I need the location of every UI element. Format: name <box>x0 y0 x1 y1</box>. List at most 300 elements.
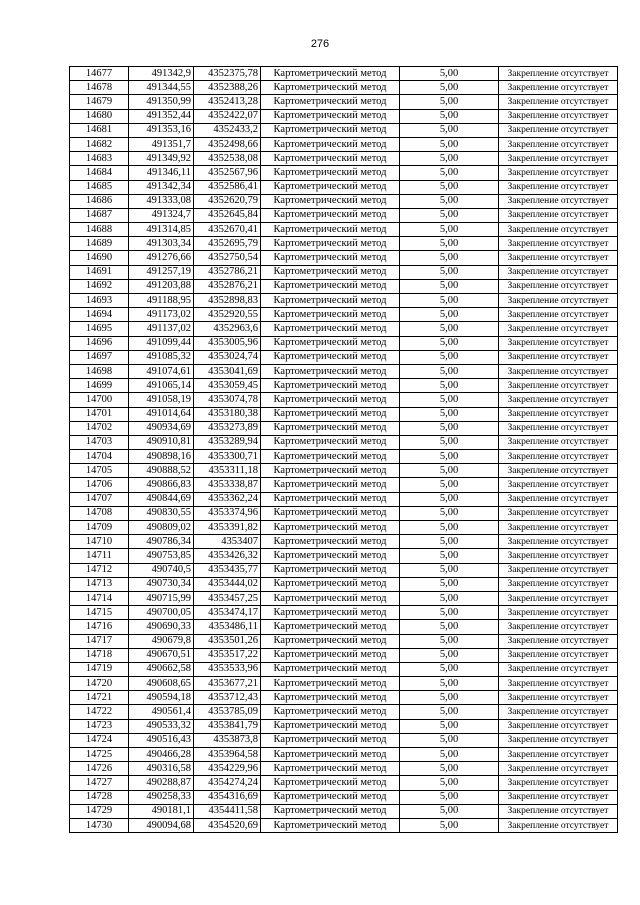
fixation-cell: Закрепление отсутствует <box>499 691 618 705</box>
accuracy-cell: 5,00 <box>400 733 499 747</box>
table-row <box>70 194 618 208</box>
y-coordinate-cell: 4352620,79 <box>194 194 261 208</box>
point-number-cell: 14725 <box>70 748 129 762</box>
method-cell: Картометрический метод <box>261 492 400 506</box>
point-number-cell: 14728 <box>70 790 129 804</box>
table-row <box>70 152 618 166</box>
table-row <box>70 818 618 832</box>
table-row <box>70 733 618 747</box>
method-cell: Картометрический метод <box>261 591 400 605</box>
accuracy-cell: 5,00 <box>400 180 499 194</box>
y-coordinate-cell: 4352670,41 <box>194 223 261 237</box>
fixation-cell: Закрепление отсутствует <box>499 804 618 818</box>
y-coordinate-cell: 4353074,78 <box>194 393 261 407</box>
x-coordinate-cell: 491074,61 <box>129 364 194 378</box>
y-coordinate-cell: 4353964,58 <box>194 748 261 762</box>
fixation-cell: Закрепление отсутствует <box>499 464 618 478</box>
accuracy-cell: 5,00 <box>400 95 499 109</box>
fixation-cell: Закрепление отсутствует <box>499 208 618 222</box>
fixation-cell: Закрепление отсутствует <box>499 251 618 265</box>
accuracy-cell: 5,00 <box>400 137 499 151</box>
y-coordinate-cell: 4352898,83 <box>194 294 261 308</box>
table-row <box>70 804 618 818</box>
table-row <box>70 237 618 251</box>
x-coordinate-cell: 490866,83 <box>129 478 194 492</box>
point-number-cell: 14714 <box>70 591 129 605</box>
method-cell: Картометрический метод <box>261 123 400 137</box>
point-number-cell: 14717 <box>70 634 129 648</box>
y-coordinate-cell: 4352375,78 <box>194 67 261 81</box>
x-coordinate-cell: 490786,34 <box>129 535 194 549</box>
table-row <box>70 393 618 407</box>
point-number-cell: 14712 <box>70 563 129 577</box>
page-number: 276 <box>310 38 330 50</box>
point-number-cell: 14713 <box>70 577 129 591</box>
x-coordinate-cell: 490690,33 <box>129 620 194 634</box>
fixation-cell: Закрепление отсутствует <box>499 294 618 308</box>
y-coordinate-cell: 4353474,17 <box>194 606 261 620</box>
x-coordinate-cell: 491303,34 <box>129 237 194 251</box>
table-row <box>70 279 618 293</box>
accuracy-cell: 5,00 <box>400 762 499 776</box>
y-coordinate-cell: 4353311,18 <box>194 464 261 478</box>
x-coordinate-cell: 491188,95 <box>129 294 194 308</box>
x-coordinate-cell: 491257,19 <box>129 265 194 279</box>
fixation-cell: Закрепление отсутствует <box>499 535 618 549</box>
fixation-cell: Закрепление отсутствует <box>499 634 618 648</box>
method-cell: Картометрический метод <box>261 818 400 832</box>
y-coordinate-cell: 4353024,74 <box>194 350 261 364</box>
point-number-cell: 14684 <box>70 166 129 180</box>
x-coordinate-cell: 491137,02 <box>129 322 194 336</box>
point-number-cell: 14707 <box>70 492 129 506</box>
y-coordinate-cell: 4352750,54 <box>194 251 261 265</box>
x-coordinate-cell: 490679,8 <box>129 634 194 648</box>
accuracy-cell: 5,00 <box>400 364 499 378</box>
fixation-cell: Закрепление отсутствует <box>499 421 618 435</box>
y-coordinate-cell: 4354316,69 <box>194 790 261 804</box>
table-row <box>70 478 618 492</box>
accuracy-cell: 5,00 <box>400 152 499 166</box>
table-row <box>70 308 618 322</box>
method-cell: Картометрический метод <box>261 180 400 194</box>
fixation-cell: Закрепление отсутствует <box>499 435 618 449</box>
x-coordinate-cell: 491352,44 <box>129 109 194 123</box>
x-coordinate-cell: 491065,14 <box>129 379 194 393</box>
y-coordinate-cell: 4352388,26 <box>194 81 261 95</box>
fixation-cell: Закрепление отсутствует <box>499 279 618 293</box>
table-row <box>70 577 618 591</box>
table-row <box>70 137 618 151</box>
x-coordinate-cell: 491173,02 <box>129 308 194 322</box>
table-row <box>70 379 618 393</box>
accuracy-cell: 5,00 <box>400 308 499 322</box>
accuracy-cell: 5,00 <box>400 464 499 478</box>
y-coordinate-cell: 4353273,89 <box>194 421 261 435</box>
fixation-cell: Закрепление отсутствует <box>499 776 618 790</box>
accuracy-cell: 5,00 <box>400 648 499 662</box>
table-row <box>70 251 618 265</box>
point-number-cell: 14694 <box>70 308 129 322</box>
point-number-cell: 14704 <box>70 450 129 464</box>
x-coordinate-cell: 490753,85 <box>129 549 194 563</box>
accuracy-cell: 5,00 <box>400 677 499 691</box>
fixation-cell: Закрепление отсутствует <box>499 662 618 676</box>
fixation-cell: Закрепление отсутствует <box>499 748 618 762</box>
fixation-cell: Закрепление отсутствует <box>499 719 618 733</box>
point-number-cell: 14693 <box>70 294 129 308</box>
method-cell: Картометрический метод <box>261 804 400 818</box>
table-row <box>70 705 618 719</box>
accuracy-cell: 5,00 <box>400 67 499 81</box>
point-number-cell: 14705 <box>70 464 129 478</box>
y-coordinate-cell: 4353873,8 <box>194 733 261 747</box>
point-number-cell: 14680 <box>70 109 129 123</box>
point-number-cell: 14718 <box>70 648 129 662</box>
x-coordinate-cell: 490715,99 <box>129 591 194 605</box>
x-coordinate-cell: 491349,92 <box>129 152 194 166</box>
fixation-cell: Закрепление отсутствует <box>499 308 618 322</box>
point-number-cell: 14723 <box>70 719 129 733</box>
y-coordinate-cell: 4352413,28 <box>194 95 261 109</box>
x-coordinate-cell: 491014,64 <box>129 407 194 421</box>
accuracy-cell: 5,00 <box>400 294 499 308</box>
y-coordinate-cell: 4353435,77 <box>194 563 261 577</box>
accuracy-cell: 5,00 <box>400 804 499 818</box>
method-cell: Картометрический метод <box>261 308 400 322</box>
fixation-cell: Закрепление отсутствует <box>499 364 618 378</box>
point-number-cell: 14682 <box>70 137 129 151</box>
table-row <box>70 166 618 180</box>
x-coordinate-cell: 490594,18 <box>129 691 194 705</box>
accuracy-cell: 5,00 <box>400 450 499 464</box>
x-coordinate-cell: 491351,7 <box>129 137 194 151</box>
x-coordinate-cell: 490258,33 <box>129 790 194 804</box>
table-row <box>70 762 618 776</box>
y-coordinate-cell: 4353300,71 <box>194 450 261 464</box>
accuracy-cell: 5,00 <box>400 662 499 676</box>
point-number-cell: 14692 <box>70 279 129 293</box>
method-cell: Картометрический метод <box>261 776 400 790</box>
accuracy-cell: 5,00 <box>400 435 499 449</box>
x-coordinate-cell: 491346,11 <box>129 166 194 180</box>
fixation-cell: Закрепление отсутствует <box>499 223 618 237</box>
x-coordinate-cell: 490466,28 <box>129 748 194 762</box>
y-coordinate-cell: 4353712,43 <box>194 691 261 705</box>
accuracy-cell: 5,00 <box>400 407 499 421</box>
method-cell: Картометрический метод <box>261 450 400 464</box>
accuracy-cell: 5,00 <box>400 506 499 520</box>
accuracy-cell: 5,00 <box>400 223 499 237</box>
y-coordinate-cell: 4353533,96 <box>194 662 261 676</box>
y-coordinate-cell: 4352695,79 <box>194 237 261 251</box>
method-cell: Картометрический метод <box>261 421 400 435</box>
method-cell: Картометрический метод <box>261 81 400 95</box>
point-number-cell: 14709 <box>70 521 129 535</box>
point-number-cell: 14696 <box>70 336 129 350</box>
accuracy-cell: 5,00 <box>400 123 499 137</box>
accuracy-cell: 5,00 <box>400 393 499 407</box>
accuracy-cell: 5,00 <box>400 251 499 265</box>
method-cell: Картометрический метод <box>261 407 400 421</box>
fixation-cell: Закрепление отсутствует <box>499 577 618 591</box>
x-coordinate-cell: 490844,69 <box>129 492 194 506</box>
x-coordinate-cell: 491324,7 <box>129 208 194 222</box>
y-coordinate-cell: 4353426,32 <box>194 549 261 563</box>
table-row <box>70 634 618 648</box>
table-row <box>70 336 618 350</box>
table-row <box>70 123 618 137</box>
point-number-cell: 14679 <box>70 95 129 109</box>
point-number-cell: 14706 <box>70 478 129 492</box>
method-cell: Картометрический метод <box>261 549 400 563</box>
accuracy-cell: 5,00 <box>400 535 499 549</box>
fixation-cell: Закрепление отсутствует <box>499 733 618 747</box>
fixation-cell: Закрепление отсутствует <box>499 492 618 506</box>
point-number-cell: 14715 <box>70 606 129 620</box>
accuracy-cell: 5,00 <box>400 478 499 492</box>
x-coordinate-cell: 491333,08 <box>129 194 194 208</box>
point-number-cell: 14719 <box>70 662 129 676</box>
x-coordinate-cell: 490934,69 <box>129 421 194 435</box>
method-cell: Картометрический метод <box>261 563 400 577</box>
accuracy-cell: 5,00 <box>400 237 499 251</box>
y-coordinate-cell: 4354274,24 <box>194 776 261 790</box>
fixation-cell: Закрепление отсутствует <box>499 478 618 492</box>
y-coordinate-cell: 4352422,07 <box>194 109 261 123</box>
x-coordinate-cell: 491314,85 <box>129 223 194 237</box>
y-coordinate-cell: 4353501,26 <box>194 634 261 648</box>
fixation-cell: Закрепление отсутствует <box>499 393 618 407</box>
fixation-cell: Закрепление отсутствует <box>499 109 618 123</box>
fixation-cell: Закрепление отсутствует <box>499 166 618 180</box>
method-cell: Картометрический метод <box>261 535 400 549</box>
y-coordinate-cell: 4353041,69 <box>194 364 261 378</box>
y-coordinate-cell: 4353841,79 <box>194 719 261 733</box>
fixation-cell: Закрепление отсутствует <box>499 123 618 137</box>
fixation-cell: Закрепление отсутствует <box>499 194 618 208</box>
method-cell: Картометрический метод <box>261 620 400 634</box>
accuracy-cell: 5,00 <box>400 705 499 719</box>
accuracy-cell: 5,00 <box>400 265 499 279</box>
table-row <box>70 563 618 577</box>
x-coordinate-cell: 491058,19 <box>129 393 194 407</box>
y-coordinate-cell: 4353391,82 <box>194 521 261 535</box>
table-row <box>70 67 618 81</box>
method-cell: Картометрический метод <box>261 379 400 393</box>
x-coordinate-cell: 490662,58 <box>129 662 194 676</box>
fixation-cell: Закрепление отсутствует <box>499 521 618 535</box>
fixation-cell: Закрепление отсутствует <box>499 648 618 662</box>
point-number-cell: 14678 <box>70 81 129 95</box>
fixation-cell: Закрепление отсутствует <box>499 591 618 605</box>
fixation-cell: Закрепление отсутствует <box>499 67 618 81</box>
method-cell: Картометрический метод <box>261 733 400 747</box>
method-cell: Картометрический метод <box>261 294 400 308</box>
table-row <box>70 294 618 308</box>
fixation-cell: Закрепление отсутствует <box>499 606 618 620</box>
method-cell: Картометрический метод <box>261 464 400 478</box>
accuracy-cell: 5,00 <box>400 606 499 620</box>
table-row <box>70 549 618 563</box>
table-row <box>70 691 618 705</box>
method-cell: Картометрический метод <box>261 748 400 762</box>
method-cell: Картометрический метод <box>261 364 400 378</box>
x-coordinate-cell: 491344,55 <box>129 81 194 95</box>
point-number-cell: 14677 <box>70 67 129 81</box>
point-number-cell: 14730 <box>70 818 129 832</box>
y-coordinate-cell: 4353457,25 <box>194 591 261 605</box>
accuracy-cell: 5,00 <box>400 166 499 180</box>
x-coordinate-cell: 490830,55 <box>129 506 194 520</box>
table-row <box>70 719 618 733</box>
point-number-cell: 14688 <box>70 223 129 237</box>
y-coordinate-cell: 4354229,96 <box>194 762 261 776</box>
fixation-cell: Закрепление отсутствует <box>499 81 618 95</box>
x-coordinate-cell: 490700,05 <box>129 606 194 620</box>
accuracy-cell: 5,00 <box>400 279 499 293</box>
method-cell: Картометрический метод <box>261 95 400 109</box>
point-number-cell: 14691 <box>70 265 129 279</box>
y-coordinate-cell: 4353517,22 <box>194 648 261 662</box>
accuracy-cell: 5,00 <box>400 336 499 350</box>
method-cell: Картометрический метод <box>261 237 400 251</box>
y-coordinate-cell: 4353338,87 <box>194 478 261 492</box>
point-number-cell: 14701 <box>70 407 129 421</box>
point-number-cell: 14700 <box>70 393 129 407</box>
x-coordinate-cell: 490730,34 <box>129 577 194 591</box>
accuracy-cell: 5,00 <box>400 563 499 577</box>
accuracy-cell: 5,00 <box>400 719 499 733</box>
y-coordinate-cell: 4352586,41 <box>194 180 261 194</box>
method-cell: Картометрический метод <box>261 691 400 705</box>
accuracy-cell: 5,00 <box>400 421 499 435</box>
point-number-cell: 14703 <box>70 435 129 449</box>
table-row <box>70 790 618 804</box>
y-coordinate-cell: 4353059,45 <box>194 379 261 393</box>
method-cell: Картометрический метод <box>261 350 400 364</box>
point-number-cell: 14697 <box>70 350 129 364</box>
accuracy-cell: 5,00 <box>400 350 499 364</box>
method-cell: Картометрический метод <box>261 137 400 151</box>
y-coordinate-cell: 4352498,66 <box>194 137 261 151</box>
fixation-cell: Закрепление отсутствует <box>499 379 618 393</box>
method-cell: Картометрический метод <box>261 506 400 520</box>
table-row <box>70 407 618 421</box>
table-row <box>70 620 618 634</box>
x-coordinate-cell: 490910,81 <box>129 435 194 449</box>
accuracy-cell: 5,00 <box>400 818 499 832</box>
fixation-cell: Закрепление отсутствует <box>499 506 618 520</box>
x-coordinate-cell: 490608,65 <box>129 677 194 691</box>
table-row <box>70 591 618 605</box>
method-cell: Картометрический метод <box>261 194 400 208</box>
method-cell: Картометрический метод <box>261 762 400 776</box>
accuracy-cell: 5,00 <box>400 492 499 506</box>
y-coordinate-cell: 4352920,55 <box>194 308 261 322</box>
x-coordinate-cell: 491276,66 <box>129 251 194 265</box>
y-coordinate-cell: 4352567,96 <box>194 166 261 180</box>
method-cell: Картометрический метод <box>261 265 400 279</box>
fixation-cell: Закрепление отсутствует <box>499 322 618 336</box>
fixation-cell: Закрепление отсутствует <box>499 350 618 364</box>
method-cell: Картометрический метод <box>261 705 400 719</box>
method-cell: Картометрический метод <box>261 393 400 407</box>
point-number-cell: 14722 <box>70 705 129 719</box>
fixation-cell: Закрепление отсутствует <box>499 818 618 832</box>
table-row <box>70 350 618 364</box>
y-coordinate-cell: 4352963,6 <box>194 322 261 336</box>
method-cell: Картометрический метод <box>261 662 400 676</box>
point-number-cell: 14720 <box>70 677 129 691</box>
x-coordinate-cell: 490740,5 <box>129 563 194 577</box>
method-cell: Картометрический метод <box>261 606 400 620</box>
x-coordinate-cell: 490094,68 <box>129 818 194 832</box>
accuracy-cell: 5,00 <box>400 208 499 222</box>
x-coordinate-cell: 490561,4 <box>129 705 194 719</box>
fixation-cell: Закрепление отсутствует <box>499 95 618 109</box>
x-coordinate-cell: 490670,51 <box>129 648 194 662</box>
y-coordinate-cell: 4354520,69 <box>194 818 261 832</box>
y-coordinate-cell: 4352786,21 <box>194 265 261 279</box>
point-number-cell: 14702 <box>70 421 129 435</box>
point-number-cell: 14695 <box>70 322 129 336</box>
point-number-cell: 14698 <box>70 364 129 378</box>
table-row <box>70 109 618 123</box>
y-coordinate-cell: 4352538,08 <box>194 152 261 166</box>
table-row <box>70 521 618 535</box>
method-cell: Картометрический метод <box>261 719 400 733</box>
method-cell: Картометрический метод <box>261 521 400 535</box>
table-row <box>70 776 618 790</box>
accuracy-cell: 5,00 <box>400 81 499 95</box>
x-coordinate-cell: 490288,87 <box>129 776 194 790</box>
accuracy-cell: 5,00 <box>400 194 499 208</box>
accuracy-cell: 5,00 <box>400 634 499 648</box>
y-coordinate-cell: 4353444,02 <box>194 577 261 591</box>
table-row <box>70 464 618 478</box>
fixation-cell: Закрепление отсутствует <box>499 450 618 464</box>
accuracy-cell: 5,00 <box>400 748 499 762</box>
fixation-cell: Закрепление отсутствует <box>499 407 618 421</box>
x-coordinate-cell: 490533,32 <box>129 719 194 733</box>
method-cell: Картометрический метод <box>261 648 400 662</box>
method-cell: Картометрический метод <box>261 478 400 492</box>
method-cell: Картометрический метод <box>261 336 400 350</box>
point-number-cell: 14729 <box>70 804 129 818</box>
method-cell: Картометрический метод <box>261 677 400 691</box>
accuracy-cell: 5,00 <box>400 521 499 535</box>
fixation-cell: Закрепление отсутствует <box>499 137 618 151</box>
point-number-cell: 14681 <box>70 123 129 137</box>
point-number-cell: 14687 <box>70 208 129 222</box>
accuracy-cell: 5,00 <box>400 109 499 123</box>
y-coordinate-cell: 4353374,96 <box>194 506 261 520</box>
accuracy-cell: 5,00 <box>400 322 499 336</box>
accuracy-cell: 5,00 <box>400 591 499 605</box>
method-cell: Картометрический метод <box>261 435 400 449</box>
method-cell: Картометрический метод <box>261 279 400 293</box>
table-row <box>70 322 618 336</box>
fixation-cell: Закрепление отсутствует <box>499 237 618 251</box>
x-coordinate-cell: 491350,99 <box>129 95 194 109</box>
method-cell: Картометрический метод <box>261 109 400 123</box>
x-coordinate-cell: 490181,1 <box>129 804 194 818</box>
point-number-cell: 14690 <box>70 251 129 265</box>
x-coordinate-cell: 491342,9 <box>129 67 194 81</box>
x-coordinate-cell: 491099,44 <box>129 336 194 350</box>
fixation-cell: Закрепление отсутствует <box>499 549 618 563</box>
